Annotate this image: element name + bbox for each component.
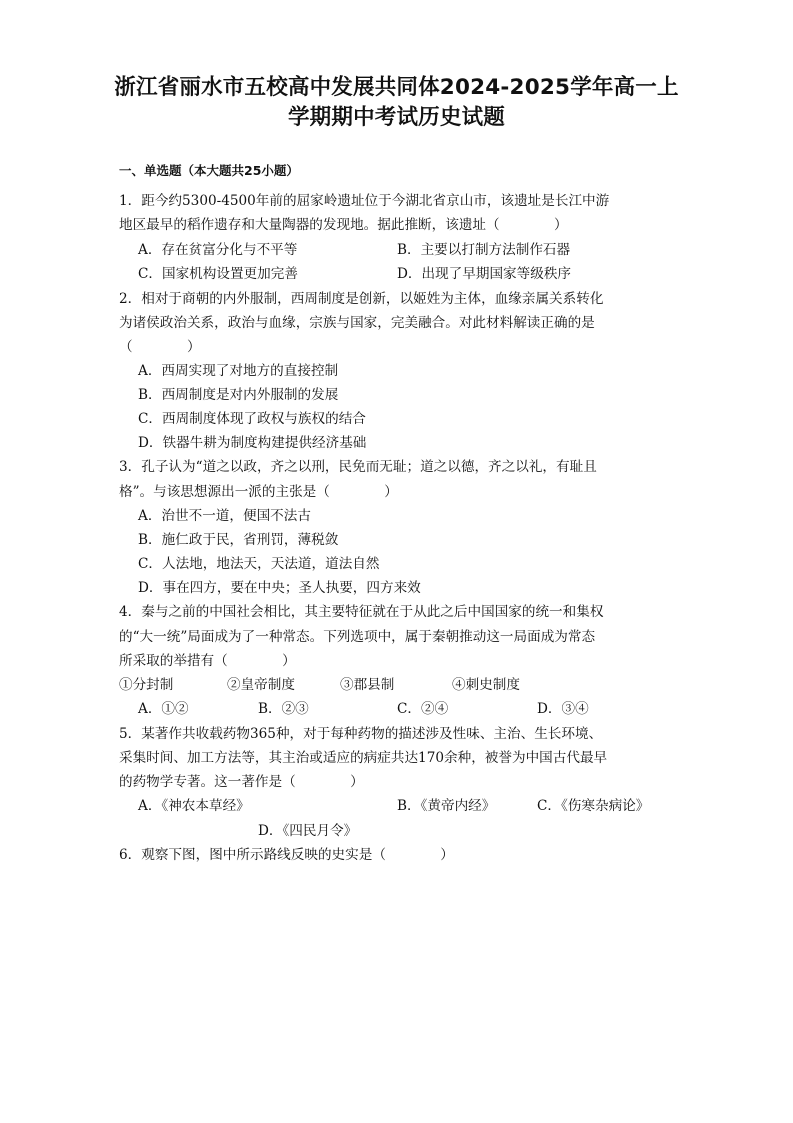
option-d: D．《四民月令》	[258, 823, 358, 839]
option-b: B．施仁政于民，省刑罚，薄税敛	[138, 532, 339, 548]
option-c: C．国家机构设置更加完善	[138, 266, 298, 282]
option-c: C．人法地，地法天，天法道，道法自然	[138, 556, 380, 572]
question-stem-line: 的“大一统”局面成为了一种常态。下列选项中，属于秦朝推动这一局面成为常态	[119, 629, 596, 645]
question-stem-line: 3．孔子认为“道之以政，齐之以刑，民免而无耻；道之以德，齐之以礼，有耻且	[119, 459, 597, 475]
question-stem-line: 为诸侯政治关系，政治与血缘，宗族与国家，完美融合。对此材料解读正确的是	[119, 315, 595, 331]
option-c: C．西周制度体现了政权与族权的结合	[138, 411, 366, 427]
option-b: B．西周制度是对内外服制的发展	[138, 387, 339, 403]
question-stem-line: 地区最早的稻作遗存和大量陶器的发现地。据此推断，该遗址（ ）	[119, 217, 568, 233]
option-d: D．铁器牛耕为制度构建提供经济基础	[138, 435, 367, 451]
option-b: B．主要以打制方法制作石器	[397, 242, 571, 258]
option-a: A．《神农本草经》	[138, 798, 250, 814]
section-heading: 一、单选题（本大题共25小题）	[119, 163, 299, 178]
statement-item: ②皇帝制度	[227, 677, 295, 693]
option-a: A．西周实现了对地方的直接控制	[138, 363, 339, 379]
question-stem-line: （ ）	[119, 339, 201, 355]
question-stem-line: 5．某著作共收载药物365种，对于每种药物的描述涉及性味、主治、生长环境、	[119, 726, 603, 742]
option-b: B．《黄帝内经》	[397, 798, 496, 814]
option-d: D．③④	[537, 701, 589, 717]
question-stem-line: 所采取的举措有（ ）	[119, 653, 296, 669]
question-stem-line: 格”。与该思想源出一派的主张是（ ）	[119, 484, 398, 500]
option-d: D．事在四方，要在中央；圣人执要，四方来效	[138, 580, 421, 596]
statement-item: ④刺史制度	[452, 677, 520, 693]
title-line-2: 学期期中考试历史试题	[287, 105, 505, 130]
title-line-1: 浙江省丽水市五校高中发展共同体2024-2025学年高一上	[114, 75, 679, 100]
statement-item: ①分封制	[119, 677, 174, 693]
question-stem-line: 采集时间、加工方法等，其主治或适应的病症共达170余种，被誉为中国古代最早	[119, 750, 608, 766]
option-a: A．①②	[138, 701, 189, 717]
option-a: A．存在贫富分化与不平等	[138, 242, 298, 258]
option-a: A．治世不一道，便国不法古	[138, 508, 311, 524]
option-d: D．出现了早期国家等级秩序	[397, 266, 572, 282]
question-stem-line: 1．距今约5300-4500年前的屈家岭遗址位于今湖北省京山市，该遗址是长江中游	[119, 193, 610, 209]
question-stem-line: 的药物学专著。这一著作是（ ）	[119, 774, 364, 790]
option-c: C．②④	[397, 701, 449, 717]
question-stem-line: 6．观察下图，图中所示路线反映的史实是（ ）	[119, 847, 454, 863]
option-b: B．②③	[258, 701, 309, 717]
statement-item: ③郡县制	[340, 677, 395, 693]
question-stem-line: 2．相对于商朝的内外服制，西周制度是创新，以姬姓为主体，血缘亲属关系转化	[119, 291, 604, 307]
question-stem-line: 4．秦与之前的中国社会相比，其主要特征就在于从此之后中国国家的统一和集权	[119, 604, 604, 620]
option-c: C．《伤寒杂病论》	[537, 798, 650, 814]
